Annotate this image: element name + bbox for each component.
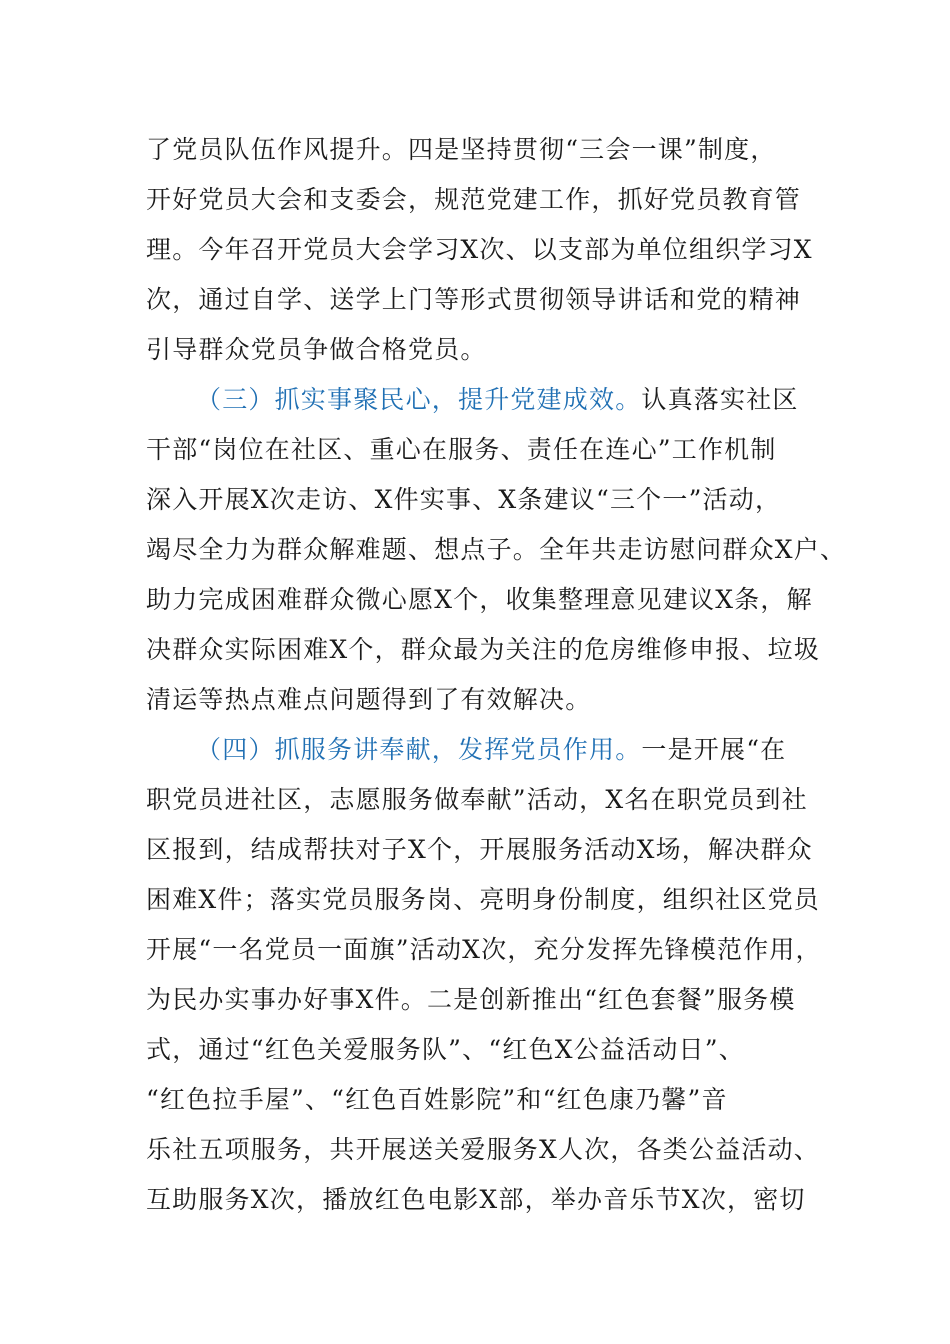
body-text-line: 开好党员大会和支委会，规范党建工作，抓好党员教育管: [146, 185, 802, 214]
body-text-line: 职党员进社区，志愿服务做奉献”活动，X名在职党员到社: [146, 785, 808, 814]
body-text-line: 乐社五项服务，共开展送关爱服务X人次，各类公益活动、: [146, 1135, 821, 1164]
body-text-line: 困难X件；落实党员服务岗、亮明身份制度，组织社区党员: [146, 885, 821, 914]
body-text-line: 理。今年召开党员大会学习X次、以支部为单位组织学习X: [146, 235, 813, 264]
section-first-line: [196, 380, 826, 420]
body-text-line: 干部“岗位在社区、重心在服务、责任在连心”工作机制: [146, 435, 777, 464]
body-text: 一是开展“在: [641, 735, 787, 764]
body-text-line: 了党员队伍作风提升。四是坚持贯彻“三会一课”制度，: [146, 135, 777, 164]
section-first-line: [196, 730, 826, 770]
body-text-line: 次，通过自学、送学上门等形式贯彻领导讲话和党的精神: [146, 285, 802, 314]
section-heading: （三）抓实事聚民心，提升党建成效。: [196, 385, 642, 414]
body-text-line: 深入开展X次走访、X件实事、X条建议“三个一”活动，: [146, 485, 782, 514]
body-text: 认真落实社区: [641, 385, 799, 414]
body-text-line: 区报到，结成帮扶对子X个，开展服务活动X场，解决群众: [146, 835, 813, 864]
body-text-line: 式，通过“红色关爱服务队”、“红色X公益活动日”、: [146, 1035, 745, 1064]
body-text-line: 助力完成困难群众微心愿X个，收集整理意见建议X条，解: [146, 585, 813, 614]
body-text-line: 互助服务X次，播放红色电影X部，举办音乐节X次，密切: [146, 1185, 806, 1214]
body-text-line: 清运等热点难点问题得到了有效解决。: [146, 685, 592, 714]
body-text-line: 引导群众党员争做合格党员。: [146, 335, 487, 364]
body-text-line: 决群众实际困难X个，群众最为关注的危房维修申报、垃圾: [146, 635, 821, 664]
body-text-line: “红色拉手屋”、“红色百姓影院”和“红色康乃馨”音: [146, 1085, 728, 1114]
body-text-line: 开展“一名党员一面旗”活动X次，充分发挥先锋模范作用，: [146, 935, 822, 964]
body-text-line: 竭尽全力为群众解难题、想点子。全年共走访慰问群众X户、: [146, 535, 847, 564]
section-heading: （四）抓服务讲奉献，发挥党员作用。: [196, 735, 642, 764]
body-text-line: 为民办实事办好事X件。二是创新推出“红色套餐”服务模: [146, 985, 796, 1014]
